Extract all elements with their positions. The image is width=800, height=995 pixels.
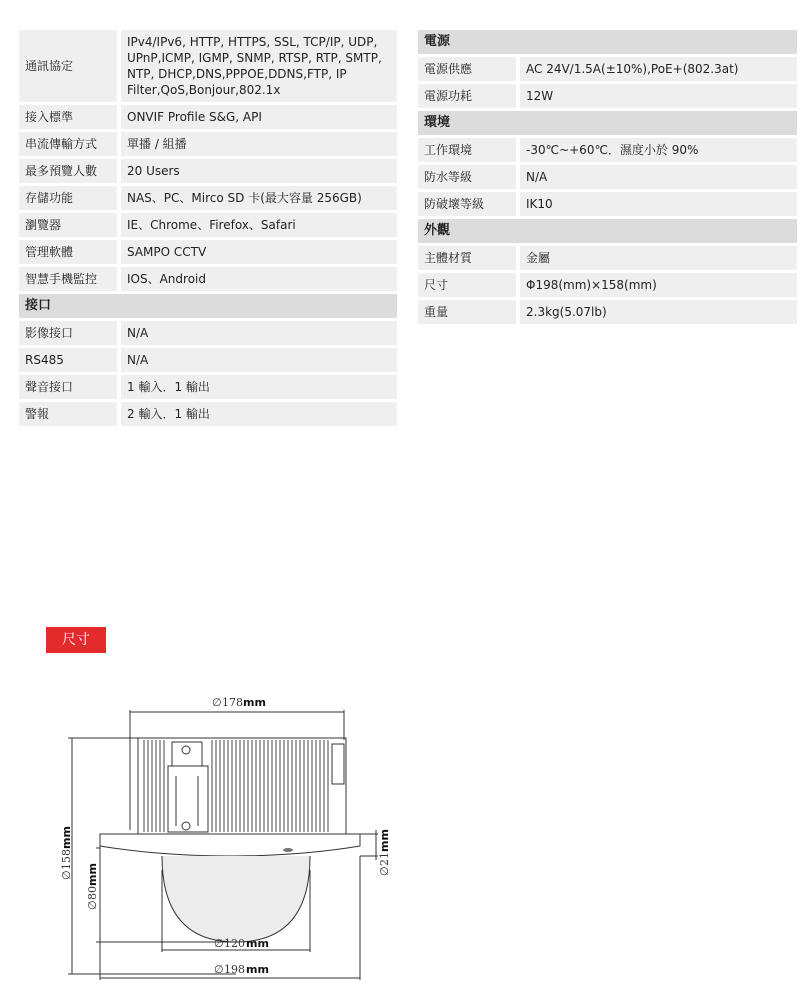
spec-row [418, 300, 797, 324]
spec-row [19, 213, 397, 237]
spec-value-line: UPnP,ICMP, IGMP, SNMP, RTSP, RTP, SMTP, [127, 51, 382, 65]
spec-label: 警報 [19, 402, 117, 426]
spec-row [19, 402, 397, 426]
spec-value: -30℃~+60℃．濕度小於 90% [516, 138, 797, 162]
spec-row [19, 348, 397, 372]
spec-row [19, 105, 397, 129]
spec-value: ONVIF Profile S&G, API [117, 105, 397, 129]
base-width-symbol: ∅ [214, 963, 224, 976]
spec-label: 管理軟體 [19, 240, 117, 264]
spec-label: 防破壞等級 [418, 192, 516, 216]
total-height-number: 158 [60, 849, 73, 870]
flange-height-number: 21 [378, 852, 391, 866]
spec-row [418, 57, 797, 81]
spec-row [19, 321, 397, 345]
dome-width-symbol: ∅ [214, 937, 224, 950]
spec-value: SAMPO CCTV [117, 240, 397, 264]
spec-label: 最多預覽人數 [19, 159, 117, 183]
spec-row [418, 165, 797, 189]
top-width-number: 178 [222, 696, 243, 709]
section-title: 外觀 [418, 219, 797, 243]
spec-row-protocols [19, 30, 397, 102]
spec-value: N/A [117, 348, 397, 372]
base-width-number: 198 [224, 963, 245, 976]
left-spec-table [19, 27, 397, 429]
spec-label: 聲音接口 [19, 375, 117, 399]
spec-label: 重量 [418, 300, 516, 324]
spec-label: 通訊協定 [19, 30, 117, 102]
spec-value-line: NTP, DHCP,DNS,PPPOE,DDNS,FTP, IP [127, 67, 347, 81]
spec-label: 電源功耗 [418, 84, 516, 108]
dome-height-unit: mm [86, 863, 99, 886]
total-height-symbol: ∅ [60, 870, 73, 880]
spec-value: NAS、PC、Mirco SD 卡(最大容量 256GB) [117, 186, 397, 210]
right-spec-table [418, 27, 797, 327]
spec-value: IK10 [516, 192, 797, 216]
camera-dome [162, 856, 310, 942]
mounting-flange [100, 834, 360, 856]
spec-label: 主體材質 [418, 246, 516, 270]
dome-height-symbol: ∅ [86, 900, 99, 910]
spec-value: 2 輸入．1 輸出 [117, 402, 397, 426]
spec-value: 20 Users [117, 159, 397, 183]
spec-label: 接入標準 [19, 105, 117, 129]
spec-row [19, 159, 397, 183]
spec-row [418, 192, 797, 216]
spec-label: 尺寸 [418, 273, 516, 297]
spec-value: AC 24V/1.5A(±10%),PoE+(802.3at) [516, 57, 797, 81]
spec-label: 電源供應 [418, 57, 516, 81]
spec-value: N/A [516, 165, 797, 189]
spec-value: 12W [516, 84, 797, 108]
dome-width-unit: mm [246, 937, 269, 950]
spec-label: RS485 [19, 348, 117, 372]
spec-row [19, 267, 397, 291]
dimension-drawing [0, 680, 800, 990]
spec-label: 影像接口 [19, 321, 117, 345]
spec-row [418, 84, 797, 108]
flange-height-symbol: ∅ [378, 866, 391, 876]
spec-value: 金屬 [516, 246, 797, 270]
spec-value: Φ198(mm)×158(mm) [516, 273, 797, 297]
flange-height-unit: mm [378, 829, 391, 852]
spec-row [418, 138, 797, 162]
spec-label: 串流傳輸方式 [19, 132, 117, 156]
section-title: 電源 [418, 30, 797, 54]
total-height-unit: mm [60, 826, 73, 849]
spec-label: 瀏覽器 [19, 213, 117, 237]
dome-height-number: 80 [86, 886, 99, 900]
spec-value: IE、Chrome、Firefox、Safari [117, 213, 397, 237]
spec-row [19, 186, 397, 210]
base-width-unit: mm [246, 963, 269, 976]
dimensions-heading: 尺寸 [46, 627, 106, 653]
section-title: 接口 [19, 294, 397, 318]
spec-value: 2.3kg(5.07lb) [516, 300, 797, 324]
spec-row [418, 246, 797, 270]
dome-width-number: 120 [224, 937, 245, 950]
spec-label: 智慧手機監控 [19, 267, 117, 291]
flange-height-dimension [360, 830, 378, 860]
section-title: 環境 [418, 111, 797, 135]
section-header-power [418, 30, 797, 54]
spec-value [117, 30, 397, 102]
spec-row [19, 375, 397, 399]
spec-label: 存儲功能 [19, 186, 117, 210]
spec-value: 1 輸入．1 輸出 [117, 375, 397, 399]
top-width-unit: mm [243, 696, 266, 709]
spec-label: 工作環境 [418, 138, 516, 162]
spec-row [19, 240, 397, 264]
spec-row [418, 273, 797, 297]
camera-housing [138, 738, 346, 834]
spec-value-line: IPv4/IPv6, HTTP, HTTPS, SSL, TCP/IP, UDP, [127, 35, 378, 49]
spec-value: IOS、Android [117, 267, 397, 291]
spec-label: 防水等級 [418, 165, 516, 189]
spec-value: 單播 / 組播 [117, 132, 397, 156]
spec-value: N/A [117, 321, 397, 345]
spec-value-line: Filter,QoS,Bonjour,802.1x [127, 83, 281, 97]
spec-row [19, 132, 397, 156]
section-header-appearance [418, 219, 797, 243]
top-width-symbol: ∅ [212, 696, 222, 709]
flange-screw [283, 848, 293, 852]
section-header-interface [19, 294, 397, 318]
section-header-environment [418, 111, 797, 135]
